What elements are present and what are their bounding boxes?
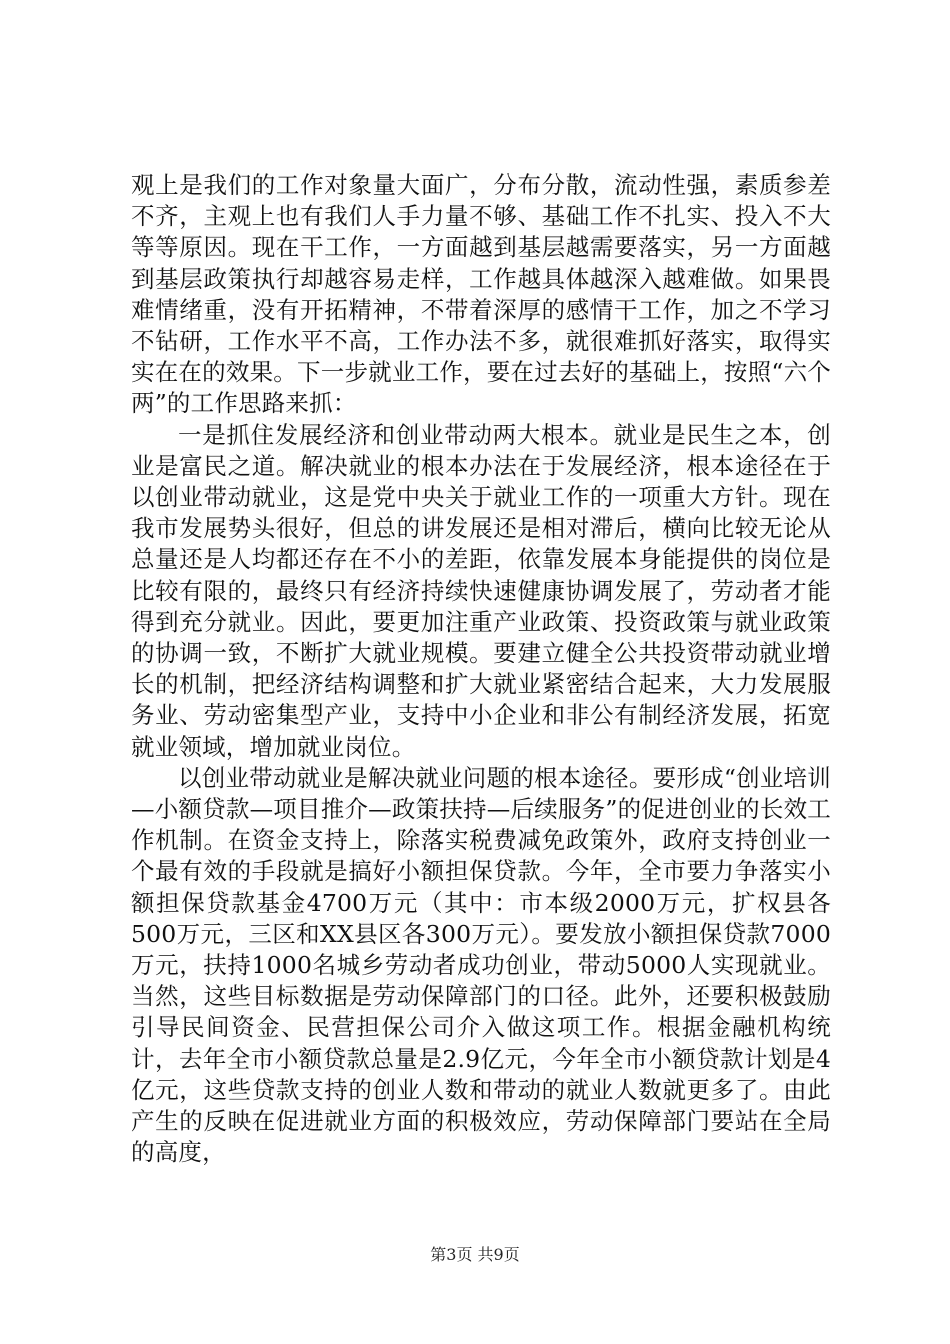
page-number-footer: 第3页 共9页 xyxy=(430,1245,520,1264)
paragraph-entrepreneurship-loans: 以创业带动就业是解决就业问题的根本途径。要形成“创业培训—小额贷款—项目推介—政策扶持—后续服务”的促进创业的长效工作机制。在资金支持上，除落实税费减免政策外，政府支持创业一个最有效的手段就是搞好小额担保贷款。今年，全市要力争落实小额担保贷款基金4700万元（其中：市本级2000万元，扩权县各500万元，三区和XX县区各300万元）。要发放小额担保贷款7000万元，扶持1000名城乡劳动者成功创业，带动5000人实现就业。当然，这些目标数据是劳动保障部门的口径。此外，还要积极鼓励引导民间资金、民营担保公司介入做这项工作。根据金融机构统计，去年全市小额贷款总量是2.9亿元，今年全市小额贷款计划是4亿元，这些贷款支持的创业人数和带动的就业人数就更多了。由此产生的反映在促进就业方面的积极效应，劳动保障部门要站在全局的高度， xyxy=(131,763,831,1167)
body-text xyxy=(131,170,831,1169)
paragraph-continuation: 观上是我们的工作对象量大面广，分布分散，流动性强，素质参差不齐，主观上也有我们人手力量不够、基础工作不扎实、投入不大等等原因。现在干工作，一方面越到基层越需要落实，另一方面越到基层政策执行却越容易走样，工作越具体越深入越难做。如果畏难情绪重，没有开拓精神，不带着深厚的感情干工作，加之不学习不钻研，工作水平不高，工作办法不多，就很难抓好落实，取得实实在在的效果。下一步就业工作，要在过去好的基础上，按照“六个两”的工作思路来抓： xyxy=(131,171,831,418)
paragraph-economy-entrepreneurship: 一是抓住发展经济和创业带动两大根本。就业是民生之本，创业是富民之道。解决就业的根本办法在于发展经济，根本途径在于以创业带动就业，这是党中央关于就业工作的一项重大方针。现在我市发展势头很好，但总的讲发展还是相对滞后，横向比较无论从总量还是人均都还存在不小的差距，依靠发展本身能提供的岗位是比较有限的，最终只有经济持续快速健康协调发展了，劳动者才能得到充分就业。因此，要更加注重产业政策、投资政策与就业政策的协调一致，不断扩大就业规模。要建立健全公共投资带动就业增长的机制，把经济结构调整和扩大就业紧密结合起来，大力发展服务业、劳动密集型产业，支持中小企业和非公有制经济发展，拓宽就业领域，增加就业岗位。 xyxy=(131,420,831,761)
